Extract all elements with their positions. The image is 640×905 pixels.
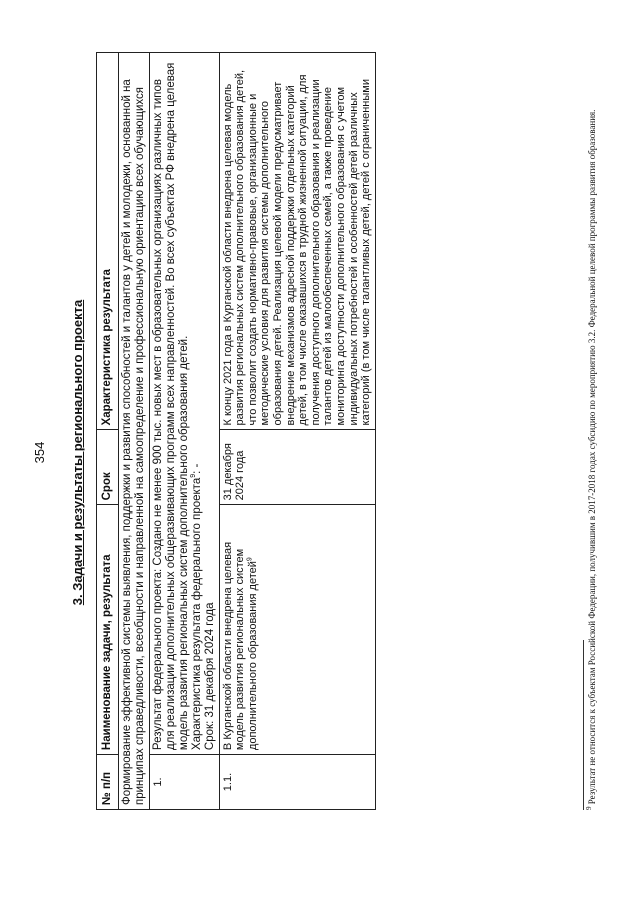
row-1-characteristic bbox=[191, 57, 204, 750]
row-1-characteristic-tail: : - bbox=[190, 463, 203, 474]
row-1-term: Срок: 31 декабря 2024 года bbox=[203, 602, 216, 751]
task-text: Формирование эффективной системы выявления, поддержки и развития способностей и талантов у детей и молодежи, основанной на принципах справедливости, всеобщности и направленной на самоопределение и профессиональную ориентацию всех обучающихся bbox=[118, 53, 149, 810]
results-table bbox=[96, 52, 376, 810]
row-1-1-characteristic: К концу 2021 года в Курганской области внедрена целевая модель развития региональных систем дополнительного образования детей, что позволит создать нормативно-правовые, организационные и методические условия для развития системы дополнительного образования детей. Реализация целевой модели предусматривает внедрение механизмов адресной поддержки отдельных категорий детей, в том числе оказавшихся в трудной жизненной ситуации, для получения доступного дополнительного образования и реализации талантов детей из малообеспеченных семей, а также проведение мониторинга доступности дополнительного образования с учетом индивидуальных потребностей и особенностей детей различных категорий (в том числе талантливых детей, детей с ограниченными bbox=[219, 53, 375, 430]
row-1-num: 1. bbox=[149, 755, 219, 810]
table-header-row bbox=[97, 53, 119, 810]
row-1-1-name-text: В Курганской области внедрена целевая модель развития региональных систем дополнительного образования детей bbox=[221, 541, 259, 751]
row-1-characteristic-label: Характеристика результата федерального проекта bbox=[190, 477, 203, 751]
header-characteristic: Характеристика результата bbox=[97, 53, 119, 430]
page-number: 354 bbox=[32, 441, 47, 464]
row-1-1-term: 31 декабря 2024 года bbox=[219, 430, 375, 505]
footnote-text: Результат не относится к субъектам Российской Федерации, получившим в 2017-2018 годах субсидию по мероприятию 3.2. Федеральной целевой программы развития образования. bbox=[587, 109, 597, 807]
row-1-1-name bbox=[219, 505, 375, 755]
table-row-1-1 bbox=[219, 53, 375, 810]
header-num: № п/п bbox=[97, 755, 119, 810]
footnote-ref: 9 bbox=[246, 557, 254, 562]
footnote-mark: 9 bbox=[585, 806, 593, 810]
footnote bbox=[587, 52, 598, 810]
footnote-divider bbox=[583, 640, 584, 810]
row-1-result-text: Результат федерального проекта: Создано не менее 900 тыс. новых мест в образовательных организациях различных типов для реализации дополнительных общеразвивающих программ всех направленностей. Во всех субъектах РФ внедрена целевая модель развития региональных систем дополнительного образования детей. bbox=[151, 62, 190, 751]
task-row bbox=[118, 53, 149, 810]
header-name: Наименование задачи, результата bbox=[97, 505, 119, 755]
row-1-1-num: 1.1. bbox=[219, 755, 375, 810]
table-row-1 bbox=[149, 53, 219, 810]
header-term: Срок bbox=[97, 430, 119, 505]
row-1-content bbox=[149, 53, 219, 755]
footnote-ref: 9 bbox=[189, 473, 197, 478]
section-title: 3. Задачи и результаты регионального проекта bbox=[70, 299, 85, 606]
